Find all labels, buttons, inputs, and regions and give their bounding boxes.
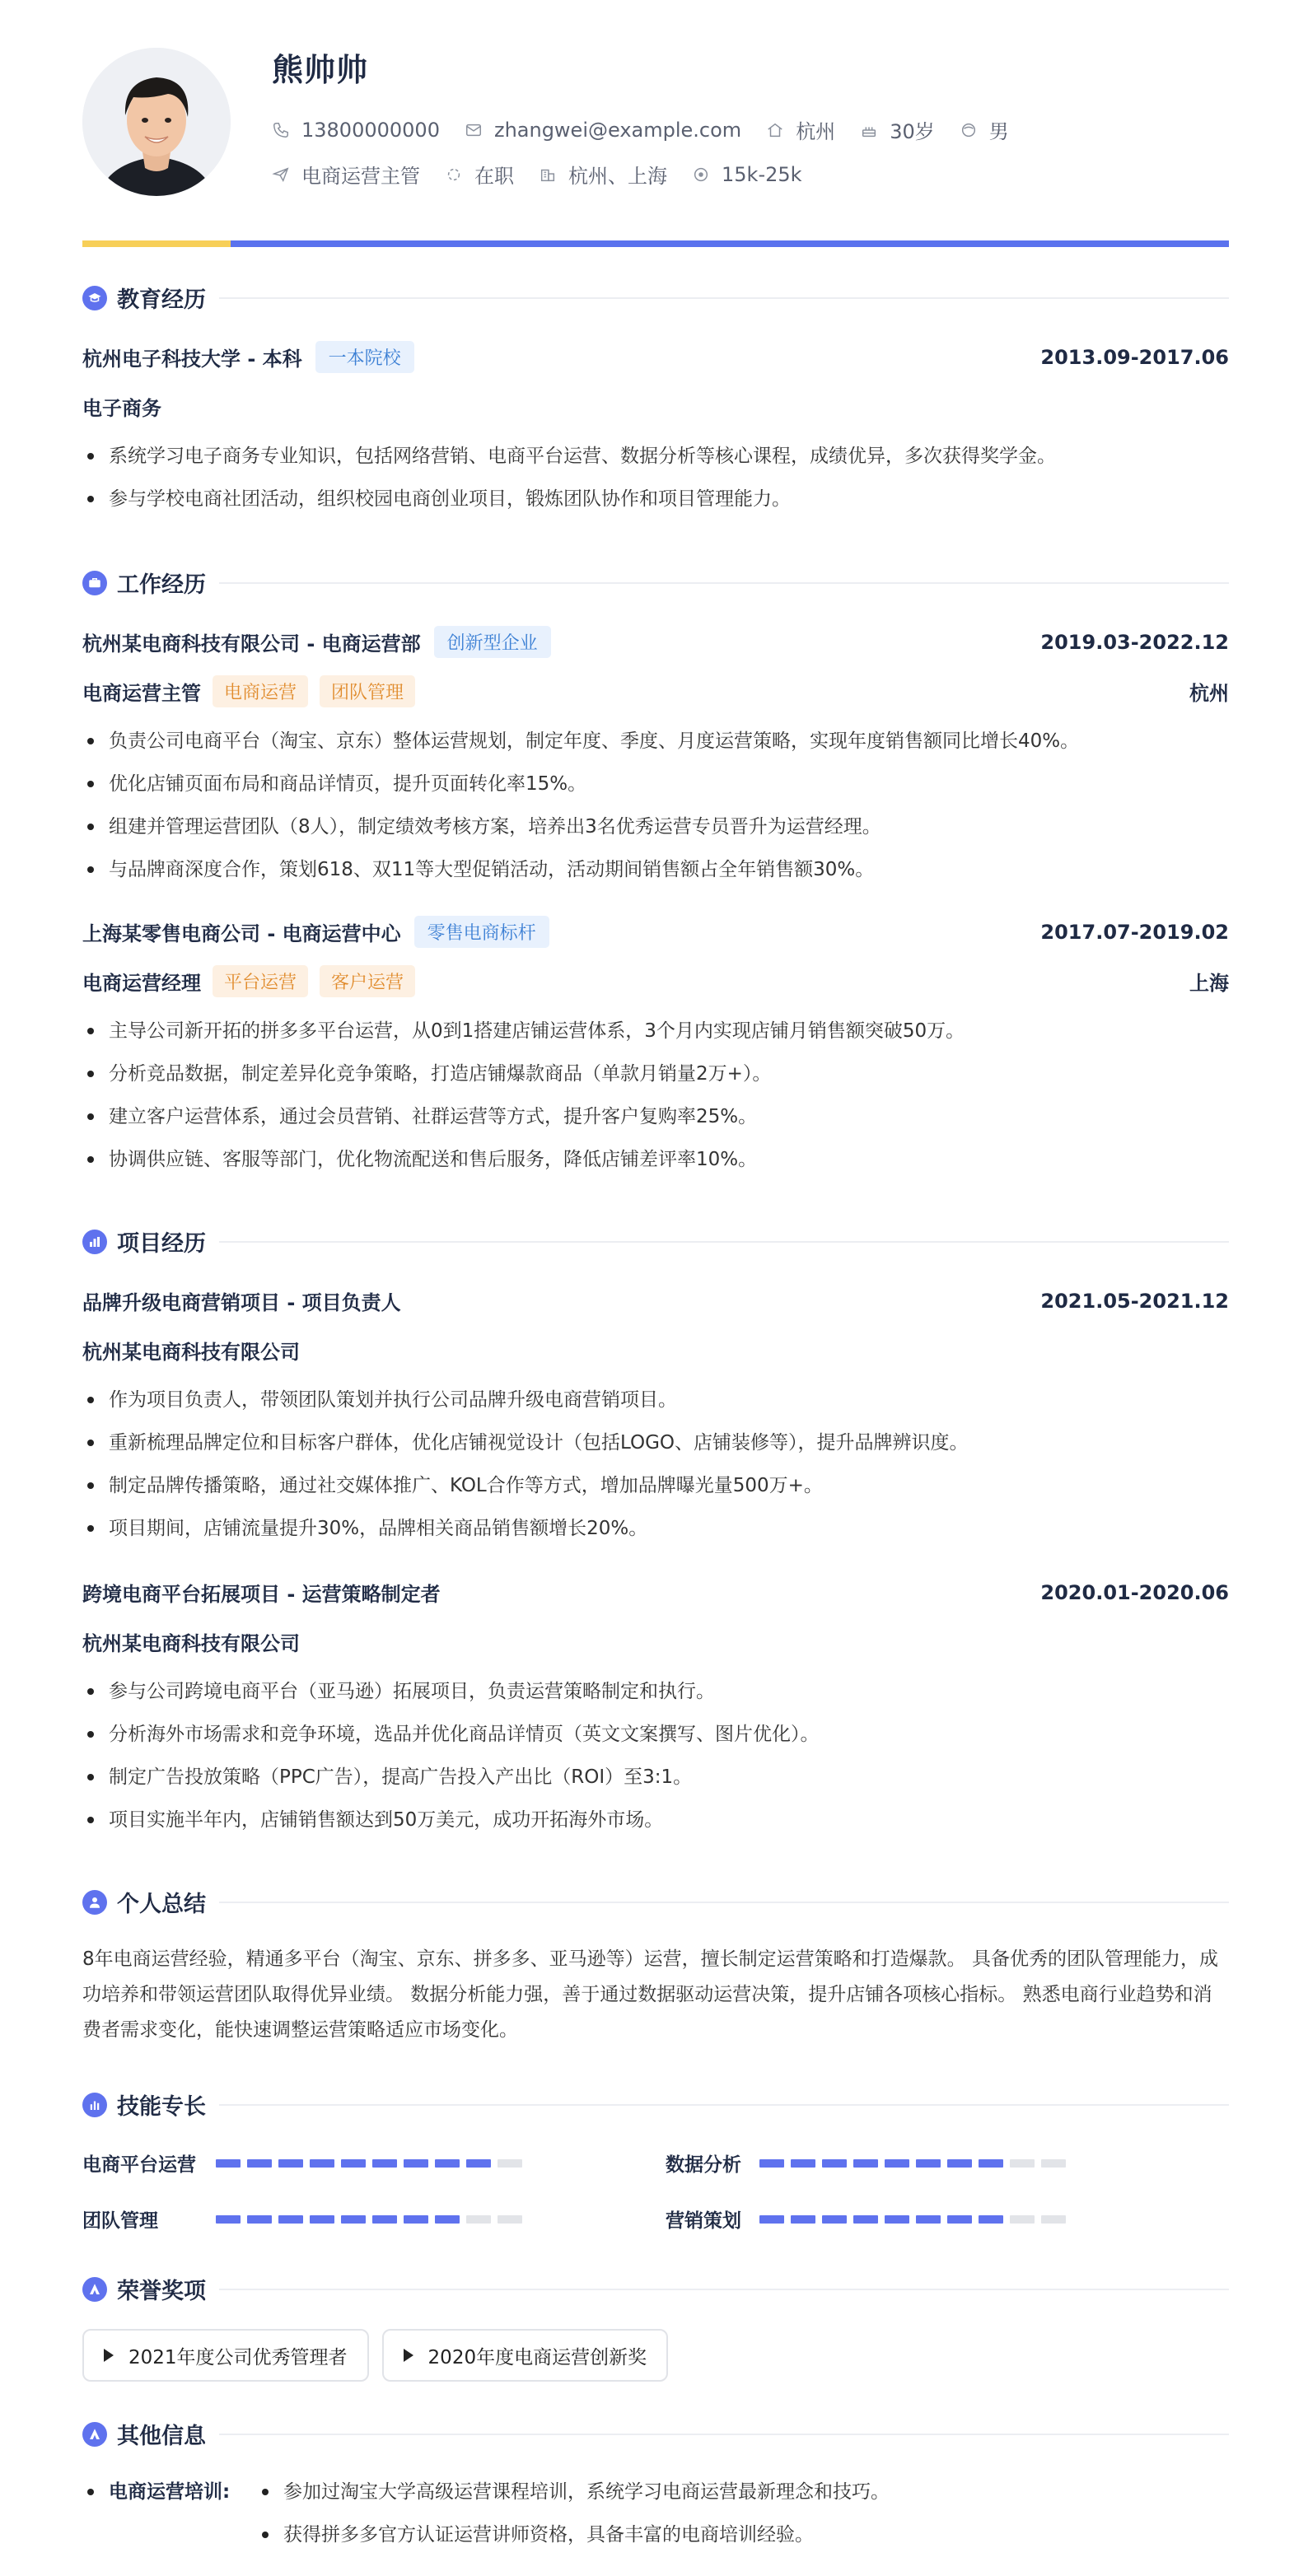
other-info bbox=[82, 2471, 1229, 2556]
skill-name: 数据分析 bbox=[666, 2154, 741, 2176]
list-item: 与品牌商深度合作，策划618、双11等大型促销活动，活动期间销售额占全年销售额30%。 bbox=[82, 848, 1229, 891]
skill-segment-filled bbox=[822, 2159, 847, 2168]
skill-level-bar bbox=[216, 2159, 529, 2168]
project-0-header bbox=[82, 1286, 1229, 1315]
gender-icon bbox=[960, 121, 978, 139]
job-intent-row bbox=[272, 160, 827, 189]
skill-segment-filled bbox=[979, 2159, 1003, 2168]
skill-segment-empty bbox=[466, 2215, 491, 2224]
skill-segment-empty bbox=[1041, 2215, 1066, 2224]
work-0-bullets bbox=[82, 720, 1229, 891]
list-item: 参加过淘宝大学高级运营课程培训，系统学习电商运营最新理念和技巧。 bbox=[257, 2471, 890, 2513]
project-0-bullets bbox=[82, 1379, 1229, 1550]
target-job-item bbox=[272, 160, 420, 189]
bar-chart-icon bbox=[82, 1230, 107, 1254]
skill-segment-filled bbox=[341, 2159, 366, 2168]
other-info-list bbox=[257, 2471, 890, 2556]
skill-segment-filled bbox=[979, 2215, 1003, 2224]
skill-segment-filled bbox=[310, 2215, 334, 2224]
info-icon bbox=[82, 2422, 107, 2447]
skill-item bbox=[82, 2205, 529, 2233]
project-1-company-row bbox=[82, 1627, 1229, 1656]
target-cities-item bbox=[539, 160, 667, 189]
role-name: 电商运营经理 bbox=[82, 972, 201, 995]
contact-row bbox=[272, 115, 1034, 144]
send-icon bbox=[272, 166, 290, 184]
skill-segment-empty bbox=[1041, 2159, 1066, 2168]
section-title-text: 工作经历 bbox=[117, 572, 206, 598]
skill-segment-filled bbox=[216, 2215, 241, 2224]
email-text: zhangwei@example.com bbox=[493, 118, 742, 142]
skill-item bbox=[666, 2205, 1072, 2233]
honor-text: 2021年度公司优秀管理者 bbox=[128, 2346, 348, 2368]
work-date: 2019.03-2022.12 bbox=[1040, 630, 1229, 654]
role-tag: 平台运营 bbox=[213, 965, 308, 997]
section-summary bbox=[82, 1886, 1229, 1918]
age-item bbox=[860, 115, 935, 144]
summary-text: 8年电商运营经验，精通多平台（淘宝、京东、拼多多、亚马逊等）运营，擅长制定运营策略和打造爆款。 具备优秀的团队管理能力，成功培养和带领运营团队取得优异业绩。 数据分析能力强，善于通过数据驱动运营决策，提升店铺各项核心指标。 熟悉电商行业趋势和消费者需求变化，能快速调整运营策略适应市场变化。 bbox=[82, 1948, 1218, 2041]
work-date: 2017.07-2019.02 bbox=[1040, 920, 1229, 944]
skill-segment-filled bbox=[759, 2159, 784, 2168]
section-projects bbox=[82, 1225, 1229, 1258]
section-skills bbox=[82, 2088, 1229, 2121]
honor-badge bbox=[82, 2329, 369, 2382]
project-1-header bbox=[82, 1578, 1229, 1607]
project-0-company-row bbox=[82, 1336, 1229, 1365]
skill-segment-filled bbox=[341, 2215, 366, 2224]
project-date: 2020.01-2020.06 bbox=[1040, 1580, 1229, 1604]
gender-text: 男 bbox=[988, 120, 1009, 143]
work-location: 上海 bbox=[1189, 972, 1229, 995]
school-tag: 一本院校 bbox=[315, 341, 414, 373]
honor-badge bbox=[382, 2329, 669, 2382]
role-tag: 电商运营 bbox=[213, 675, 308, 707]
skill-segment-filled bbox=[791, 2215, 815, 2224]
skill-segment-filled bbox=[853, 2215, 878, 2224]
project-company: 杭州某电商科技有限公司 bbox=[82, 1632, 300, 1655]
section-title-text: 技能专长 bbox=[117, 2094, 206, 2120]
salary-icon bbox=[692, 166, 710, 184]
skill-segment-filled bbox=[247, 2215, 272, 2224]
skill-segment-filled bbox=[310, 2159, 334, 2168]
role-tag: 客户运营 bbox=[320, 965, 415, 997]
education-major-row bbox=[82, 392, 1229, 421]
honor-text: 2020年度电商运营创新奖 bbox=[427, 2346, 647, 2368]
skill-segment-empty bbox=[498, 2159, 522, 2168]
skill-segment-filled bbox=[216, 2159, 241, 2168]
graduation-cap-icon bbox=[82, 286, 107, 310]
play-triangle-icon bbox=[404, 2349, 413, 2362]
email-item bbox=[465, 119, 741, 142]
project-date: 2021.05-2021.12 bbox=[1040, 1289, 1229, 1313]
avatar bbox=[82, 48, 231, 196]
skill-segment-filled bbox=[278, 2215, 303, 2224]
skill-segment-filled bbox=[853, 2159, 878, 2168]
list-item: 分析竞品数据，制定差异化竞争策略，打造店铺爆款商品（单款月销量2万+）。 bbox=[82, 1052, 1229, 1095]
status-text: 在职 bbox=[474, 165, 514, 188]
status-item bbox=[445, 160, 514, 189]
list-item: 优化店铺页面布局和商品详情页，提升页面转化率15%。 bbox=[82, 763, 1229, 805]
list-item: 系统学习电子商务专业知识，包括网络营销、电商平台运营、数据分析等核心课程，成绩优异，多次获得奖学金。 bbox=[82, 435, 1229, 478]
skill-segment-filled bbox=[947, 2215, 972, 2224]
skill-segment-filled bbox=[885, 2159, 909, 2168]
target-cities-text: 杭州、上海 bbox=[568, 165, 667, 188]
header-divider bbox=[82, 240, 1229, 247]
salary-item bbox=[692, 163, 802, 186]
age-text: 30岁 bbox=[890, 120, 935, 143]
company-name: 杭州某电商科技有限公司 - 电商运营部 bbox=[82, 632, 421, 656]
gender-item bbox=[960, 115, 1009, 144]
home-icon bbox=[766, 121, 784, 139]
work-1-bullets bbox=[82, 1010, 1229, 1181]
section-education bbox=[82, 282, 1229, 314]
skill-segment-filled bbox=[372, 2159, 397, 2168]
skill-name: 团队管理 bbox=[82, 2210, 158, 2232]
list-item: 负责公司电商平台（淘宝、京东）整体运营规划，制定年度、季度、月度运营策略，实现年度销售额同比增长40%。 bbox=[82, 720, 1229, 763]
work-1-role-row bbox=[82, 965, 1229, 997]
education-bullets bbox=[82, 435, 1229, 520]
skill-segment-filled bbox=[404, 2159, 428, 2168]
major-name: 电子商务 bbox=[82, 397, 161, 420]
skill-segment-filled bbox=[947, 2159, 972, 2168]
role-tag: 团队管理 bbox=[320, 675, 415, 707]
skill-segment-empty bbox=[1010, 2159, 1035, 2168]
skill-segment-empty bbox=[498, 2215, 522, 2224]
project-title: 品牌升级电商营销项目 - 项目负责人 bbox=[82, 1291, 401, 1314]
list-item: 建立客户运营体系，通过会员营销、社群运营等方式，提升客户复购率25%。 bbox=[82, 1095, 1229, 1138]
list-item: 制定广告投放策略（PPC广告），提高广告投入产出比（ROI）至3:1。 bbox=[82, 1756, 1229, 1799]
company-tag: 创新型企业 bbox=[434, 626, 551, 658]
skill-segment-filled bbox=[466, 2159, 491, 2168]
pie-chart-icon bbox=[82, 2093, 107, 2117]
list-item: 项目期间，店铺流量提升30%，品牌相关商品销售额增长20%。 bbox=[82, 1507, 1229, 1550]
work-0-role-row bbox=[82, 675, 1229, 707]
skill-segment-filled bbox=[435, 2159, 460, 2168]
list-item: 分析海外市场需求和竞争环境，选品并优化商品详情页（英文文案撰写、图片优化）。 bbox=[82, 1713, 1229, 1756]
project-title: 跨境电商平台拓展项目 - 运营策略制定者 bbox=[82, 1583, 441, 1606]
candidate-name: 熊帅帅 bbox=[272, 52, 369, 88]
skill-segment-filled bbox=[885, 2215, 909, 2224]
skill-segment-filled bbox=[247, 2159, 272, 2168]
city-text: 杭州 bbox=[796, 120, 836, 143]
skill-item bbox=[82, 2149, 529, 2177]
skill-segment-filled bbox=[791, 2159, 815, 2168]
salary-text: 15k-25k bbox=[722, 162, 802, 186]
section-title-text: 荣誉奖项 bbox=[117, 2279, 206, 2304]
list-item: 重新梳理品牌定位和目标客户群体，优化店铺视觉设计（包括LOGO、店铺装修等），提升品牌辨识度。 bbox=[82, 1421, 1229, 1464]
work-1-header bbox=[82, 916, 1229, 948]
list-item: 制定品牌传播策略，通过社交媒体推广、KOL合作等方式，增加品牌曝光量500万+。 bbox=[82, 1464, 1229, 1507]
skill-name: 电商平台运营 bbox=[82, 2154, 196, 2176]
school-name: 杭州电子科技大学 - 本科 bbox=[82, 348, 302, 371]
briefcase-icon bbox=[82, 571, 107, 595]
skill-segment-filled bbox=[435, 2215, 460, 2224]
building-icon bbox=[539, 166, 557, 184]
section-title-text: 教育经历 bbox=[117, 287, 206, 313]
skill-level-bar bbox=[759, 2215, 1072, 2224]
other-info-item bbox=[82, 2471, 1229, 2556]
skill-segment-filled bbox=[916, 2215, 941, 2224]
skill-segment-empty bbox=[1010, 2215, 1035, 2224]
target-job-text: 电商运营主管 bbox=[301, 165, 420, 188]
skill-segment-filled bbox=[822, 2215, 847, 2224]
skill-item bbox=[666, 2149, 1072, 2177]
phone-item bbox=[272, 119, 440, 142]
cake-icon bbox=[860, 121, 878, 139]
role-name: 电商运营主管 bbox=[82, 682, 201, 705]
skill-level-bar bbox=[759, 2159, 1072, 2168]
list-item: 作为项目负责人，带领团队策划并执行公司品牌升级电商营销项目。 bbox=[82, 1379, 1229, 1421]
skill-segment-filled bbox=[404, 2215, 428, 2224]
city-item bbox=[766, 115, 835, 144]
section-title-text: 其他信息 bbox=[117, 2424, 206, 2449]
section-title-text: 个人总结 bbox=[117, 1892, 206, 1917]
list-item: 组建并管理运营团队（8人），制定绩效考核方案，培养出3名优秀运营专员晋升为运营经理。 bbox=[82, 805, 1229, 848]
skill-level-bar bbox=[216, 2215, 529, 2224]
education-header bbox=[82, 341, 1229, 373]
list-item: 参与学校电商社团活动，组织校园电商创业项目，锻炼团队协作和项目管理能力。 bbox=[82, 478, 1229, 520]
list-item: 获得拼多多官方认证运营讲师资格，具备丰富的电商培训经验。 bbox=[257, 2513, 890, 2556]
play-triangle-icon bbox=[104, 2349, 114, 2362]
section-title-text: 项目经历 bbox=[117, 1231, 206, 1257]
list-item: 参与公司跨境电商平台（亚马逊）拓展项目，负责运营策略制定和执行。 bbox=[82, 1670, 1229, 1713]
list-item: 主导公司新开拓的拼多多平台运营，从0到1搭建店铺运营体系，3个月内实现店铺月销售额突破50万。 bbox=[82, 1010, 1229, 1052]
section-work bbox=[82, 567, 1229, 599]
other-info-label: 电商运营培训: bbox=[109, 2481, 231, 2503]
skill-segment-filled bbox=[759, 2215, 784, 2224]
education-date: 2013.09-2017.06 bbox=[1040, 345, 1229, 369]
project-1-bullets bbox=[82, 1670, 1229, 1841]
skill-segment-filled bbox=[372, 2215, 397, 2224]
award-icon bbox=[82, 2277, 107, 2302]
skill-segment-filled bbox=[916, 2159, 941, 2168]
skill-name: 营销策划 bbox=[666, 2210, 741, 2232]
mail-icon bbox=[465, 121, 483, 139]
skill-segment-filled bbox=[278, 2159, 303, 2168]
company-tag: 零售电商标杆 bbox=[414, 916, 549, 948]
company-name: 上海某零售电商公司 - 电商运营中心 bbox=[82, 922, 401, 945]
user-icon bbox=[82, 1890, 107, 1915]
project-company: 杭州某电商科技有限公司 bbox=[82, 1341, 300, 1364]
avatar-portrait-icon bbox=[82, 48, 231, 196]
list-item: 协调供应链、客服等部门，优化物流配送和售后服务，降低店铺差评率10%。 bbox=[82, 1138, 1229, 1181]
section-other bbox=[82, 2418, 1229, 2450]
honors-list bbox=[82, 2329, 681, 2382]
status-icon bbox=[445, 166, 463, 184]
section-honors bbox=[82, 2273, 1229, 2305]
list-item: 项目实施半年内，店铺销售额达到50万美元，成功开拓海外市场。 bbox=[82, 1799, 1229, 1841]
phone-icon bbox=[272, 121, 290, 139]
work-location: 杭州 bbox=[1189, 682, 1229, 705]
work-0-header bbox=[82, 626, 1229, 658]
phone-text: 13800000000 bbox=[301, 118, 440, 142]
